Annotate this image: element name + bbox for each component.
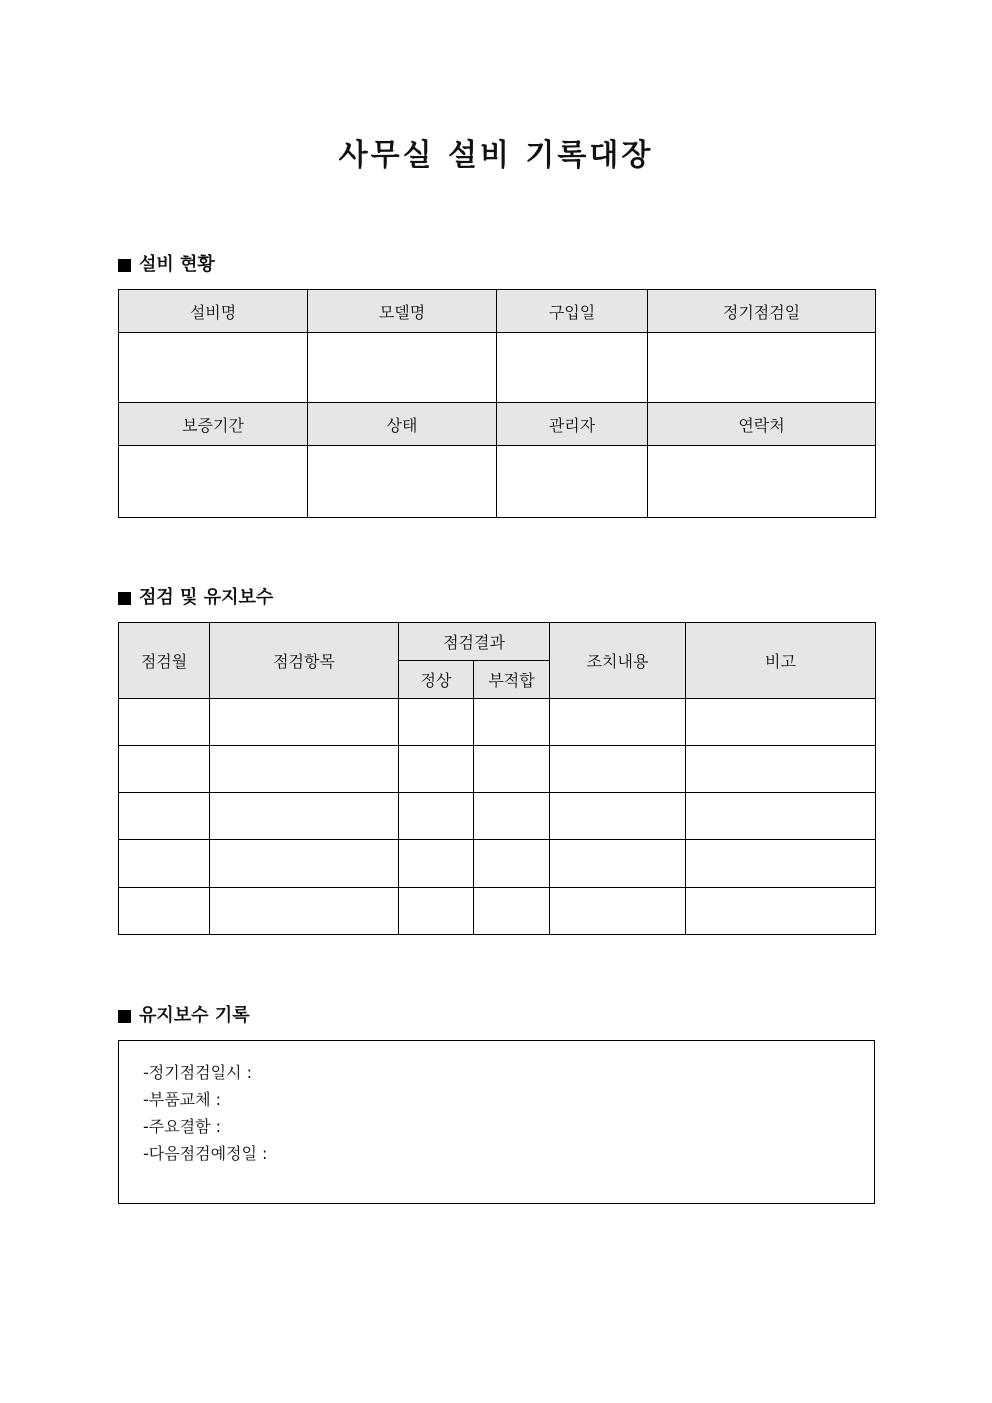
section-heading-inspection-maintenance: [118, 586, 273, 610]
table-row-cell[interactable]: [550, 840, 686, 888]
maintenance-record-box[interactable]: [118, 1040, 875, 1204]
section-heading-label: 점검 및 유지보수: [139, 587, 274, 608]
table-row-cell[interactable]: [119, 793, 210, 840]
header-remarks: 비고: [686, 623, 876, 699]
table-row-cell[interactable]: [474, 793, 550, 840]
header-inspection-item: 점검항목: [210, 623, 399, 699]
cell-warranty-period[interactable]: [119, 446, 308, 518]
header-regular-inspection-date: 정기점검일: [648, 290, 876, 333]
table-row-cell[interactable]: [399, 699, 474, 746]
table-row-cell[interactable]: [474, 699, 550, 746]
cell-manager[interactable]: [497, 446, 648, 518]
header-status: 상태: [308, 403, 497, 446]
table-row-cell[interactable]: [686, 840, 876, 888]
record-line-next-inspection-date: -다음점검예정일 :: [143, 1144, 268, 1163]
table-row-cell[interactable]: [550, 888, 686, 935]
table-row-cell[interactable]: [210, 888, 399, 935]
cell-status[interactable]: [308, 446, 497, 518]
table-row-cell[interactable]: [210, 840, 399, 888]
table-row-cell[interactable]: [474, 746, 550, 793]
table-row-cell[interactable]: [399, 840, 474, 888]
cell-contact[interactable]: [648, 446, 876, 518]
table-row-cell[interactable]: [399, 888, 474, 935]
table-row-cell[interactable]: [550, 699, 686, 746]
table-row-cell[interactable]: [686, 699, 876, 746]
header-inspection-result: 점검결과: [399, 623, 550, 661]
cell-equipment-name[interactable]: [119, 333, 308, 403]
record-line-major-defects: -주요결함 :: [143, 1117, 222, 1136]
cell-model-name[interactable]: [308, 333, 497, 403]
table-row-cell[interactable]: [474, 840, 550, 888]
maintenance-record-lines: [143, 1059, 267, 1167]
section-heading-label: 유지보수 기록: [139, 1005, 250, 1026]
table-row-cell[interactable]: [550, 793, 686, 840]
table-row-cell[interactable]: [550, 746, 686, 793]
header-equipment-name: 설비명: [119, 290, 308, 333]
equipment-status-table: [118, 289, 876, 518]
table-row-cell[interactable]: [399, 793, 474, 840]
square-bullet-icon: [118, 592, 131, 605]
table-row-cell[interactable]: [686, 793, 876, 840]
cell-purchase-date[interactable]: [497, 333, 648, 403]
record-line-inspection-datetime: -정기점검일시 :: [143, 1063, 252, 1082]
table-row-cell[interactable]: [210, 699, 399, 746]
table-row-cell[interactable]: [686, 746, 876, 793]
header-contact: 연락처: [648, 403, 876, 446]
header-manager: 관리자: [497, 403, 648, 446]
table-row-cell[interactable]: [474, 888, 550, 935]
header-action-taken: 조치내용: [550, 623, 686, 699]
header-result-normal: 정상: [399, 661, 474, 699]
section-heading-label: 설비 현황: [139, 254, 215, 275]
section-heading-maintenance-record: [118, 1004, 250, 1028]
square-bullet-icon: [118, 259, 131, 272]
table-row-cell[interactable]: [119, 840, 210, 888]
page-title: 사무실 설비 기록대장: [338, 138, 654, 173]
header-result-unsuitable: 부적합: [474, 661, 550, 699]
section-heading-equipment-status: [118, 253, 215, 277]
header-model-name: 모델명: [308, 290, 497, 333]
table-row-cell[interactable]: [686, 888, 876, 935]
square-bullet-icon: [118, 1010, 131, 1023]
table-row-cell[interactable]: [210, 793, 399, 840]
table-row-cell[interactable]: [119, 699, 210, 746]
table-row-cell[interactable]: [119, 746, 210, 793]
table-row-cell[interactable]: [210, 746, 399, 793]
header-inspection-month: 점검월: [119, 623, 210, 699]
cell-regular-inspection-date[interactable]: [648, 333, 876, 403]
header-warranty-period: 보증기간: [119, 403, 308, 446]
table-row-cell[interactable]: [119, 888, 210, 935]
inspection-table: [118, 622, 876, 935]
table-row-cell[interactable]: [399, 746, 474, 793]
record-line-parts-replacement: -부품교체 :: [143, 1090, 222, 1109]
header-purchase-date: 구입일: [497, 290, 648, 333]
